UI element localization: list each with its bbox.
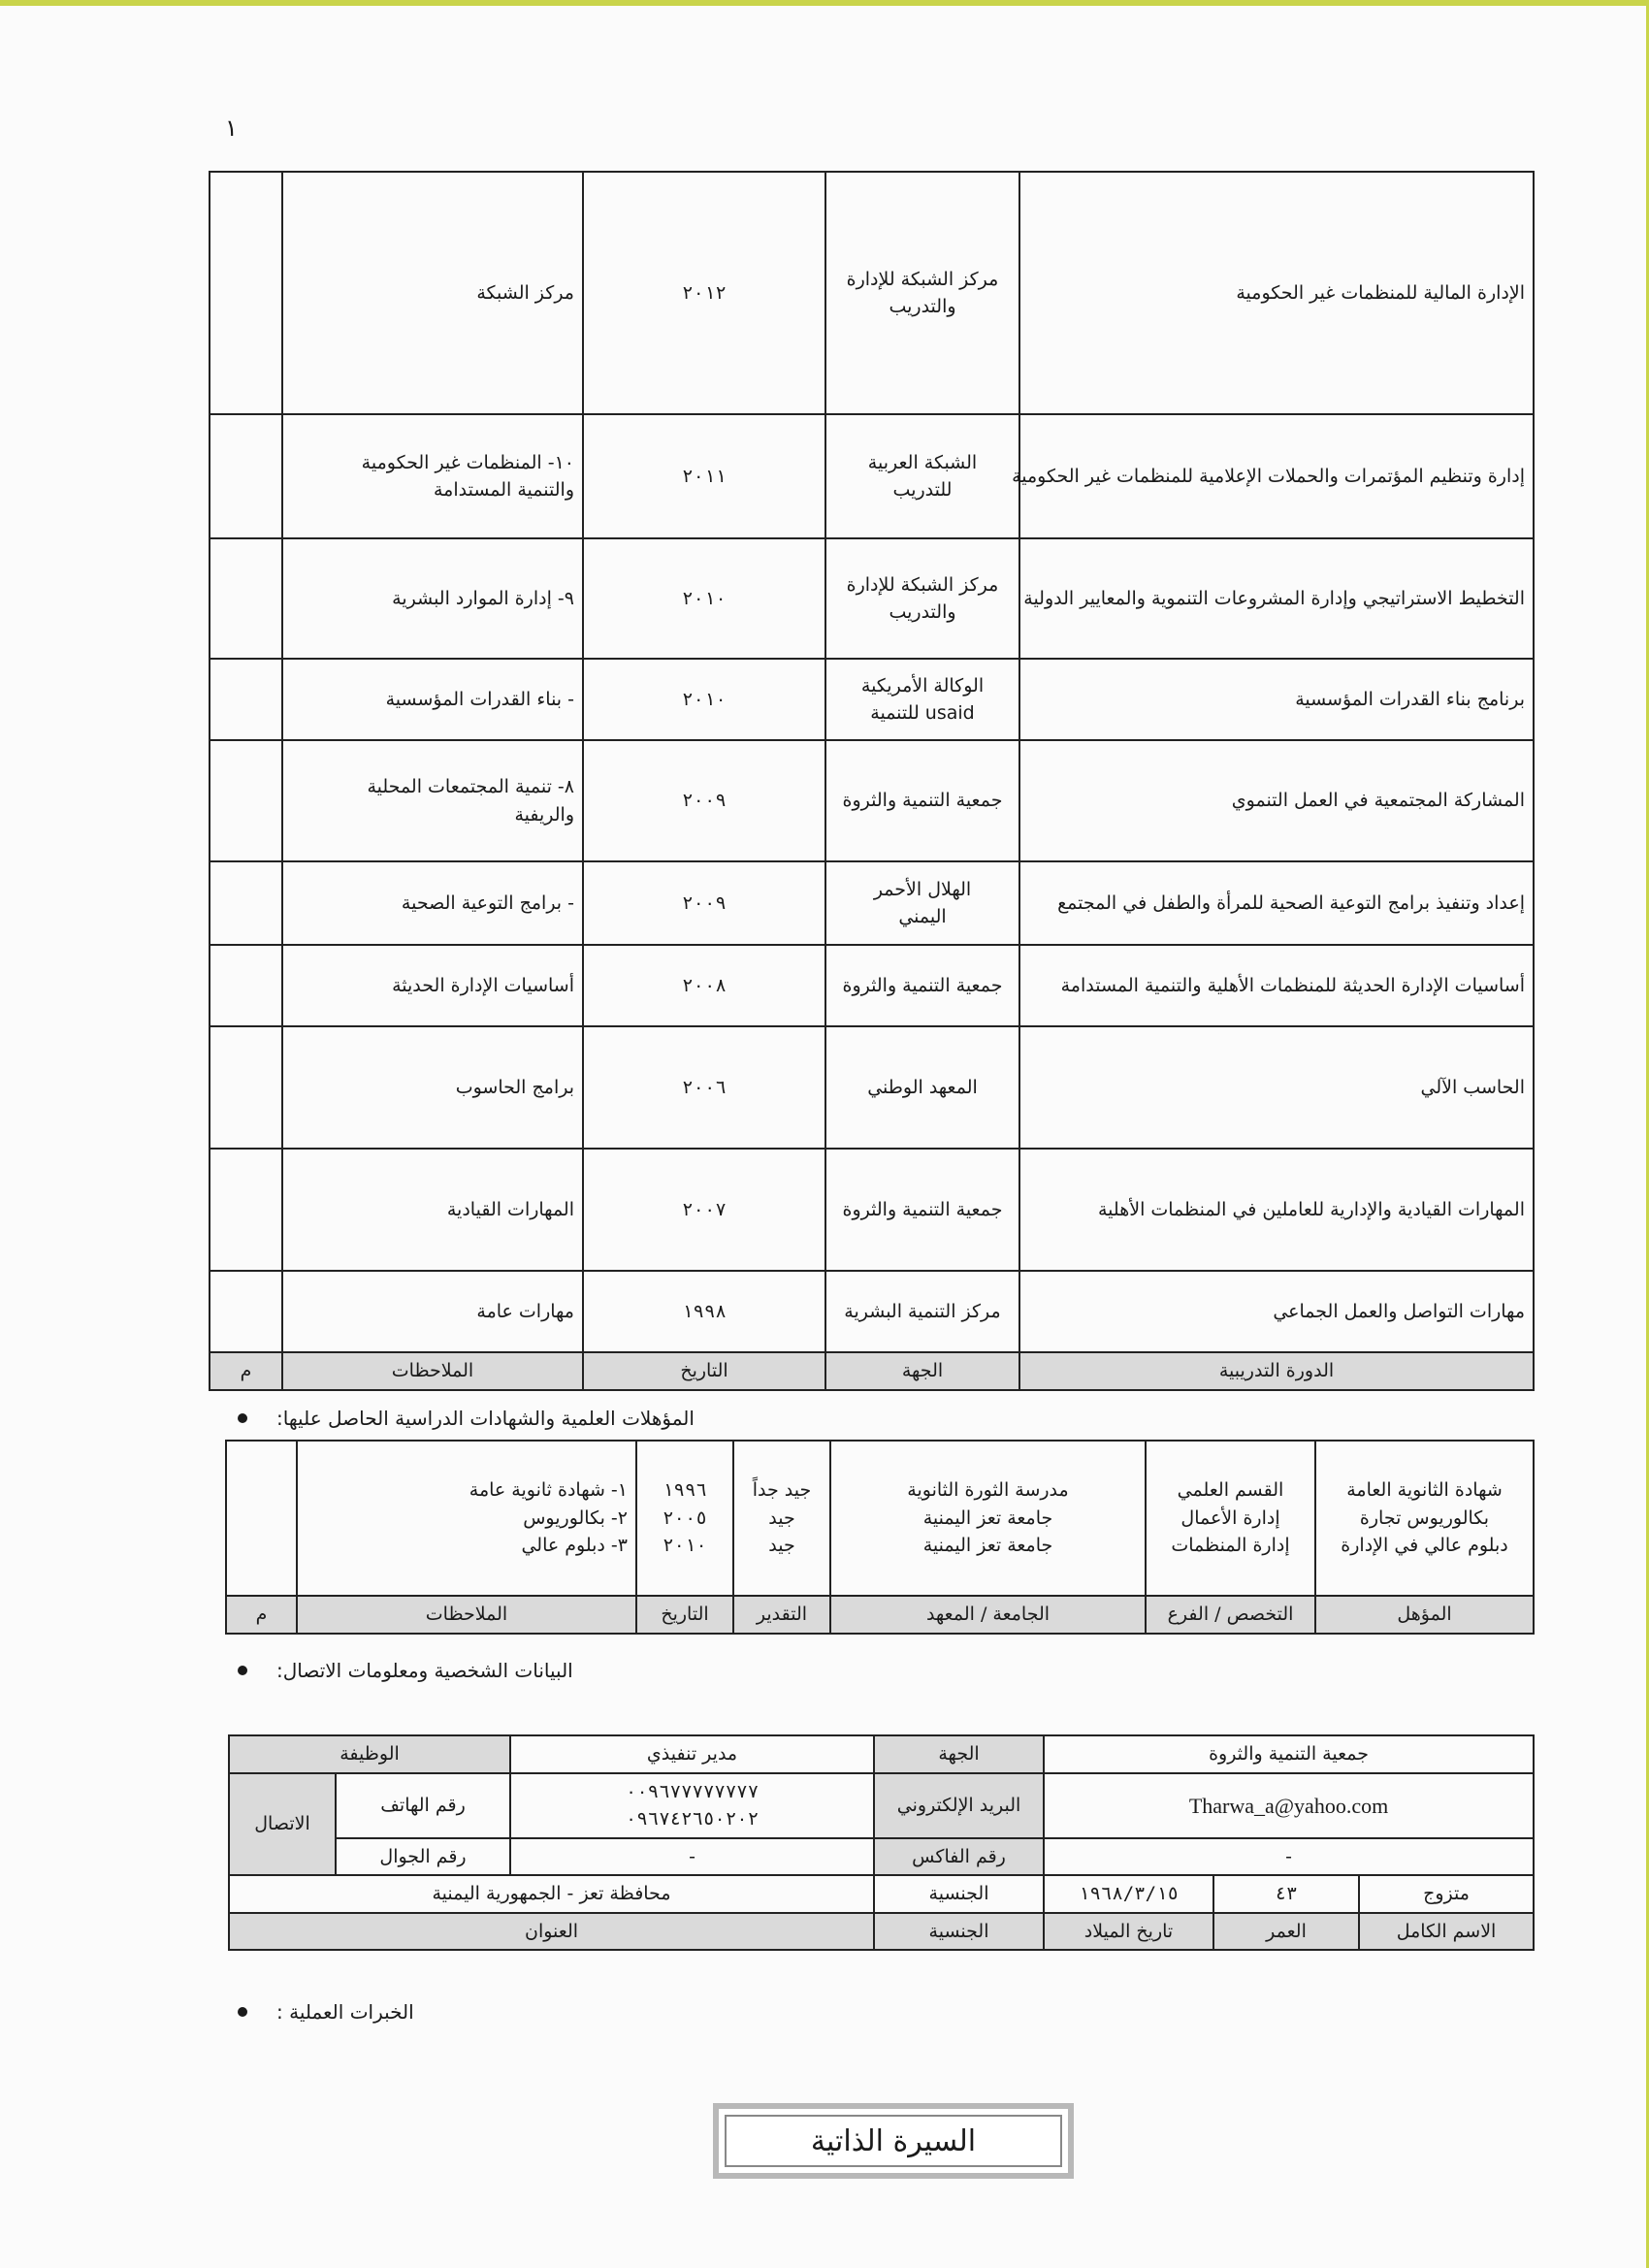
- course-date: [583, 414, 825, 538]
- course-name: [1019, 1271, 1534, 1352]
- personal-header-row: [229, 1913, 1534, 1951]
- course-notes: [282, 414, 583, 538]
- edu-header-2: الجامعة / المعهد: [830, 1596, 1146, 1634]
- course-date: [583, 538, 825, 659]
- course-date-text: ٢٠٠٦: [682, 1076, 727, 1098]
- education-rows: [226, 1441, 1534, 1596]
- course-name-text: المشاركة المجتمعية في العمل التنموي: [1231, 790, 1525, 812]
- course-name-text: المهارات القيادية والإدارية للعاملين في المنظمات الأهلية: [1098, 1198, 1525, 1220]
- course-notes-text: والتنمية المستدامة: [433, 479, 574, 501]
- edu-notes: [297, 1441, 636, 1596]
- course-num: [210, 945, 282, 1026]
- edu-num: [226, 1441, 297, 1596]
- age-value: ٤٣: [1213, 1875, 1359, 1913]
- personal-values-row: [229, 1875, 1534, 1913]
- course-notes: [282, 740, 583, 861]
- course-name: [1019, 538, 1534, 659]
- bullet-icon: [238, 1413, 247, 1423]
- course-num: [210, 538, 282, 659]
- education-header-row: [226, 1596, 1534, 1634]
- org-header: الجهة: [874, 1735, 1044, 1773]
- course-date-text: ٢٠١٠: [682, 688, 727, 710]
- header-org: الجهة: [825, 1352, 1019, 1390]
- contact-row-3: [229, 1838, 1534, 1876]
- header-num: م: [210, 1352, 282, 1390]
- edu-qualification: [1315, 1441, 1534, 1596]
- mobile-value: -: [510, 1838, 874, 1876]
- courses-header-row: [210, 1352, 1534, 1390]
- course-row: [210, 1149, 1534, 1271]
- phone-2: ٠٩٦٧٤٢٦٥٠٢٠٢: [625, 1808, 760, 1830]
- email-label: البريد الإلكتروني: [874, 1773, 1044, 1838]
- course-org-text: للتدريب: [892, 479, 953, 501]
- header-course: الدورة التدريبية: [1019, 1352, 1534, 1390]
- edu-header-5: الملاحظات: [297, 1596, 636, 1634]
- mobile-label: رقم الجوال: [336, 1838, 510, 1876]
- course-notes-text: - بناء القدرات المؤسسية: [385, 688, 574, 710]
- course-date: [583, 1026, 825, 1149]
- personal-title: البيانات الشخصية ومعلومات الاتصال:: [276, 1659, 573, 1682]
- email-value: Tharwa_a@yahoo.com: [1044, 1773, 1534, 1838]
- edu-date-text: ٢٠١٠: [663, 1535, 707, 1557]
- course-org-text: المعهد الوطني: [867, 1076, 978, 1098]
- course-name-text: إدارة وتنظيم المؤتمرات والحملات الإعلامية للمنظمات غير الحكومية: [1012, 465, 1525, 487]
- course-row: [210, 945, 1534, 1026]
- edu-grade-text: جيد: [768, 1535, 795, 1557]
- birth-value: ١٩٦٨/٣/١٥: [1044, 1875, 1213, 1913]
- course-num: [210, 1271, 282, 1352]
- edu-notes-text: ١- شهادة ثانوية عامة: [469, 1479, 628, 1502]
- edu-header-6: م: [226, 1596, 297, 1634]
- course-org: [825, 1271, 1019, 1352]
- fax-value: -: [1044, 1838, 1534, 1876]
- header-notes: الملاحظات: [282, 1352, 583, 1390]
- contact-row-2: [229, 1773, 1534, 1838]
- address-value: محافظة تعز - الجمهورية اليمنية: [229, 1875, 874, 1913]
- page-number: ١: [225, 114, 238, 142]
- course-org-text: مركز التنمية البشرية: [844, 1300, 1001, 1322]
- course-notes: [282, 861, 583, 945]
- edu-grade-text: جيد جداً: [752, 1479, 812, 1502]
- edu-header-4: التاريخ: [636, 1596, 733, 1634]
- course-row: [210, 1026, 1534, 1149]
- personal-section-heading: [238, 1659, 761, 1682]
- marital-value: متزوج: [1359, 1875, 1534, 1913]
- course-name: [1019, 740, 1534, 861]
- course-name: [1012, 414, 1534, 538]
- course-org-text: الوكالة الأمريكية: [860, 674, 985, 697]
- course-date: [583, 945, 825, 1026]
- phone-1: ٠٠٩٦٧٧٧٧٧٧٧٧: [625, 1780, 760, 1802]
- nationality-header: الجنسية: [874, 1913, 1044, 1951]
- course-org: [825, 740, 1019, 861]
- course-name-text: الإدارة المالية للمنظمات غير الحكومية: [1236, 281, 1525, 304]
- course-org: [825, 945, 1019, 1026]
- contact-group-label: الاتصال: [229, 1773, 336, 1876]
- course-org-text: والتدريب: [889, 601, 956, 623]
- job-value: مدير تنفيذي: [510, 1735, 874, 1773]
- edu-notes-text: ٢- بكالوريوس: [523, 1507, 628, 1529]
- education-table: [225, 1440, 1535, 1635]
- edu-qualification-text: دبلوم عالي في الإدارة: [1341, 1535, 1508, 1557]
- course-row: [210, 1271, 1534, 1352]
- edu-university: [830, 1441, 1146, 1596]
- course-name: [1019, 1026, 1534, 1149]
- course-org-text: جمعية التنمية والثروة: [842, 1198, 1003, 1220]
- course-date-text: ٢٠١٢: [682, 281, 727, 304]
- edu-header-1: التخصص / الفرع: [1146, 1596, 1315, 1634]
- course-notes-text: ١٠- المنظمات غير الحكومية: [361, 451, 574, 473]
- edu-major-text: القسم العلمي: [1177, 1479, 1284, 1502]
- course-notes-text: مركز الشبكة: [476, 281, 574, 304]
- edu-university-text: جامعة تعز اليمنية: [922, 1535, 1053, 1557]
- edu-notes-text: ٣- دبلوم عالي: [521, 1535, 628, 1557]
- course-org: [825, 1026, 1019, 1149]
- course-date-text: ٢٠١١: [682, 465, 727, 487]
- edu-date-text: ١٩٩٦: [663, 1479, 707, 1502]
- course-name: [1019, 861, 1534, 945]
- course-notes-text: والريفية: [514, 803, 574, 826]
- personal-info-table: [228, 1734, 1535, 1951]
- course-name-text: أساسيات الإدارة الحديثة للمنظمات الأهلية والتنمية المستدامة: [1060, 974, 1525, 996]
- contact-row-1: [229, 1735, 1534, 1773]
- edu-date-text: ٢٠٠٥: [663, 1507, 707, 1529]
- course-org-text: جمعية التنمية والثروة: [842, 790, 1003, 812]
- course-org: [825, 1149, 1019, 1271]
- edu-grade: [733, 1441, 830, 1596]
- course-notes-text: برامج الحاسوب: [455, 1076, 574, 1098]
- course-name: [1019, 1149, 1534, 1271]
- address-header: العنوان: [229, 1913, 874, 1951]
- edu-grade-text: جيد: [768, 1507, 795, 1529]
- course-date-text: ٢٠١٠: [682, 587, 727, 609]
- course-org: [825, 172, 1019, 414]
- course-num: [210, 659, 282, 740]
- course-row: [210, 538, 1534, 659]
- edu-qualification-text: بكالوريوس تجارة: [1359, 1507, 1490, 1529]
- edu-date: [636, 1441, 733, 1596]
- org-value: جمعية التنمية والثروة: [1044, 1735, 1534, 1773]
- course-name: [1019, 659, 1534, 740]
- course-org-text: الهلال الأحمر: [873, 878, 972, 900]
- course-org-text: جمعية التنمية والثروة: [842, 974, 1003, 996]
- course-row: [210, 414, 1534, 538]
- edu-qualification-text: شهادة الثانوية العامة: [1346, 1479, 1503, 1502]
- course-date-text: ٢٠٠٩: [682, 891, 727, 914]
- course-org-text: مركز الشبكة للإدارة: [846, 268, 999, 290]
- course-notes-text: ٩- إدارة الموارد البشرية: [392, 587, 574, 609]
- phone-values: [510, 1773, 874, 1838]
- course-org: [825, 659, 1019, 740]
- course-date-text: ١٩٩٨: [682, 1300, 727, 1322]
- course-date: [583, 659, 825, 740]
- course-org-text: الشبكة العربية: [867, 451, 978, 473]
- course-notes-text: مهارات عامة: [476, 1300, 574, 1322]
- document-title: السيرة الذاتية: [810, 2123, 977, 2158]
- course-notes: [282, 1026, 583, 1149]
- age-header: العمر: [1213, 1913, 1359, 1951]
- course-name-text: إعداد وتنفيذ برامج التوعية الصحية للمرأة والطفل في المجتمع: [1057, 891, 1525, 914]
- course-name-text: مهارات التواصل والعمل الجماعي: [1273, 1300, 1525, 1322]
- birth-header: تاريخ الميلاد: [1044, 1913, 1213, 1951]
- course-org: [825, 538, 1019, 659]
- course-org: [825, 861, 1019, 945]
- course-name-text: الحاسب الآلي: [1420, 1076, 1525, 1098]
- course-date: [583, 172, 825, 414]
- course-org-text: والتدريب: [889, 296, 956, 317]
- course-org: [825, 414, 1019, 538]
- course-notes-text: ٨- تنمية المجتمعات المحلية: [367, 776, 574, 797]
- course-notes: [282, 538, 583, 659]
- course-notes: [282, 659, 583, 740]
- course-num: [210, 172, 282, 414]
- edu-university-text: مدرسة الثورة الثانوية: [907, 1479, 1069, 1502]
- edu-header-3: التقدير: [733, 1596, 830, 1634]
- course-date: [583, 1149, 825, 1271]
- course-org-text: اليمني: [898, 906, 947, 927]
- course-notes: [282, 1271, 583, 1352]
- course-notes-text: أساسيات الإدارة الحديثة: [392, 974, 574, 996]
- course-notes-text: المهارات القيادية: [446, 1198, 574, 1220]
- scan-edge-top: [0, 0, 1649, 6]
- course-row: [210, 172, 1534, 414]
- course-num: [210, 861, 282, 945]
- course-notes-text: - برامج التوعية الصحية: [401, 891, 574, 914]
- course-notes: [282, 945, 583, 1026]
- name-header: الاسم الكامل: [1359, 1913, 1534, 1951]
- header-date: التاريخ: [583, 1352, 825, 1390]
- edu-major: [1146, 1441, 1315, 1596]
- edu-header-0: المؤهل: [1315, 1596, 1534, 1634]
- course-notes: [282, 172, 583, 414]
- course-row: [210, 740, 1534, 861]
- course-name-text: التخطيط الاستراتيجي وإدارة المشروعات التنموية والمعايير الدولية: [1023, 587, 1525, 609]
- course-date: [583, 740, 825, 861]
- job-header: الوظيفة: [229, 1735, 510, 1773]
- course-num: [210, 1026, 282, 1149]
- course-date: [583, 861, 825, 945]
- course-row: [210, 861, 1534, 945]
- bullet-icon: [238, 2007, 247, 2017]
- bullet-icon: [238, 1666, 247, 1675]
- course-name: [1019, 945, 1534, 1026]
- course-org-text: usaid للتنمية: [870, 702, 975, 724]
- fax-label: رقم الفاكس: [874, 1838, 1044, 1876]
- edu-university-text: جامعة تعز اليمنية: [922, 1507, 1053, 1529]
- course-name: [1019, 172, 1534, 414]
- course-org-text: مركز الشبكة للإدارة: [846, 573, 999, 596]
- document-title-box: [713, 2103, 1074, 2179]
- experience-title: الخبرات العملية :: [276, 2000, 414, 2024]
- edu-major-text: إدارة الأعمال: [1180, 1507, 1280, 1529]
- education-section-heading: [238, 1407, 761, 1430]
- course-date: [583, 1271, 825, 1352]
- course-num: [210, 1149, 282, 1271]
- course-name-text: برنامج بناء القدرات المؤسسية: [1295, 688, 1525, 710]
- nationality-value: الجنسية: [874, 1875, 1044, 1913]
- course-date-text: ٢٠٠٧: [682, 1198, 727, 1220]
- course-num: [210, 414, 282, 538]
- experience-section-heading: [238, 2000, 529, 2024]
- course-row: [210, 659, 1534, 740]
- edu-major-text: إدارة المنظمات: [1171, 1535, 1290, 1557]
- course-date-text: ٢٠٠٨: [682, 974, 727, 996]
- education-title: المؤهلات العلمية والشهادات الدراسية الحاصل عليها:: [276, 1407, 695, 1430]
- courses-table: [209, 171, 1535, 1391]
- course-date-text: ٢٠٠٩: [682, 790, 727, 812]
- course-notes: [282, 1149, 583, 1271]
- phone-label: رقم الهاتف: [336, 1773, 510, 1838]
- course-num: [210, 740, 282, 861]
